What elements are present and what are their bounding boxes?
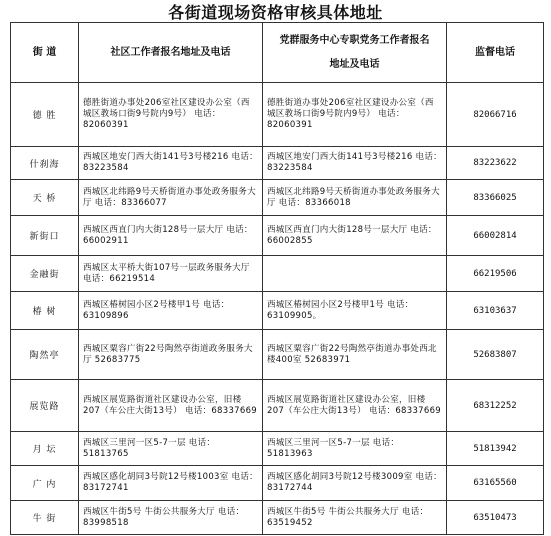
party-address: 西城区地安门西大街141号3号楼216 电话：83223584 [263, 147, 447, 180]
supervise-phone: 68312252 [447, 380, 544, 432]
supervise-phone: 82066716 [447, 83, 544, 147]
table-row [11, 501, 544, 535]
community-address: 西城区西直门内大街128号一层大厅 电话：66002911 [79, 216, 263, 256]
street-name: 广 内 [11, 466, 79, 501]
supervise-phone: 63165560 [447, 466, 544, 501]
community-address: 西城区三里河一区5-7一层 电话：51813765 [79, 432, 263, 466]
community-address: 西城区粟容广街22号陶然亭街道政务服务大厅 52683775 [79, 330, 263, 380]
street-name: 金融街 [11, 256, 79, 292]
table-row [11, 380, 544, 432]
page-title: 各街道现场资格审核具体地址 [168, 3, 383, 22]
supervise-phone: 63510473 [447, 501, 544, 535]
supervise-phone: 83366025 [447, 180, 544, 216]
table-header-row [11, 23, 544, 83]
street-name: 月 坛 [11, 432, 79, 466]
street-name: 天 桥 [11, 180, 79, 216]
header-community: 社区工作者报名地址及电话 [79, 23, 263, 83]
party-address: 西城区展览路街道社区建设办公室，旧楼207（车公庄大街13号） 电话：68337669 [263, 380, 447, 432]
header-party-line2: 地址及电话 [329, 58, 380, 70]
supervise-phone: 83223622 [447, 147, 544, 180]
supervise-phone: 51813942 [447, 432, 544, 466]
street-name: 陶然亭 [11, 330, 79, 380]
supervise-phone: 66219506 [447, 256, 544, 292]
community-address: 西城区地安门西大街141号3号楼216 电话：83223584 [79, 147, 263, 180]
party-address [263, 256, 447, 292]
party-address: 西城区西直门内大街128号一层大厅 电话：66002855 [263, 216, 447, 256]
community-address: 西城区北纬路9号天桥街道办事处政务服务大厅 电话：83366077 [79, 180, 263, 216]
table-row [11, 83, 544, 147]
party-address: 西城区三里河一区5-7一层 电话：51813963 [263, 432, 447, 466]
community-address: 西城区牛街5号 牛街公共服务大厅 电话：83998518 [79, 501, 263, 535]
party-address: 西城区北纬路9号天桥街道办事处政务服务大厅 电话：83366018 [263, 180, 447, 216]
header-party [263, 23, 447, 83]
party-address: 西城区感化胡同3号院12号楼3009室 电话：83172744 [263, 466, 447, 501]
table-row [11, 432, 544, 466]
community-address: 西城区太平桥大街107号一层政务服务大厅 电话：66219514 [79, 256, 263, 292]
community-address: 西城区展览路街道社区建设办公室，旧楼207（车公庄大街13号） 电话：68337669 [79, 380, 263, 432]
party-address: 西城区牛街5号 牛街公共服务大厅 电话：63519452 [263, 501, 447, 535]
table-row [11, 292, 544, 330]
street-name: 德 胜 [11, 83, 79, 147]
table-row [11, 216, 544, 256]
table-row [11, 180, 544, 216]
table-row [11, 256, 544, 292]
party-address: 西城区粟容广街22号陶然亭街道办事处西北楼400室 52683971 [263, 330, 447, 380]
supervise-phone: 63103637 [447, 292, 544, 330]
community-address: 西城区椿树园小区2号楼甲1号 电话：63109896 [79, 292, 263, 330]
header-party-line1: 党群服务中心专职党务工作者报名 [279, 34, 430, 46]
street-name: 牛 街 [11, 501, 79, 535]
party-address: 德胜街道办事处206室社区建设办公室（西城区教场口街9号院内9号） 电话：82060391 [263, 83, 447, 147]
table-row [11, 330, 544, 380]
address-table [10, 22, 544, 535]
community-address: 西城区感化胡同3号院12号楼1003室 电话：83172741 [79, 466, 263, 501]
community-address: 德胜街道办事处206室社区建设办公室（西城区教场口街9号院内9号） 电话：82060391 [79, 83, 263, 147]
supervise-phone: 52683807 [447, 330, 544, 380]
table-row [11, 466, 544, 501]
header-supervise: 监督电话 [447, 23, 544, 83]
header-street: 街 道 [11, 23, 79, 83]
street-name: 什刹海 [11, 147, 79, 180]
street-name: 新街口 [11, 216, 79, 256]
party-address: 西城区椿树园小区2号楼甲1号 电话：63109905。 [263, 292, 447, 330]
table-row [11, 147, 544, 180]
street-name: 展览路 [11, 380, 79, 432]
supervise-phone: 66002814 [447, 216, 544, 256]
street-name: 椿 树 [11, 292, 79, 330]
